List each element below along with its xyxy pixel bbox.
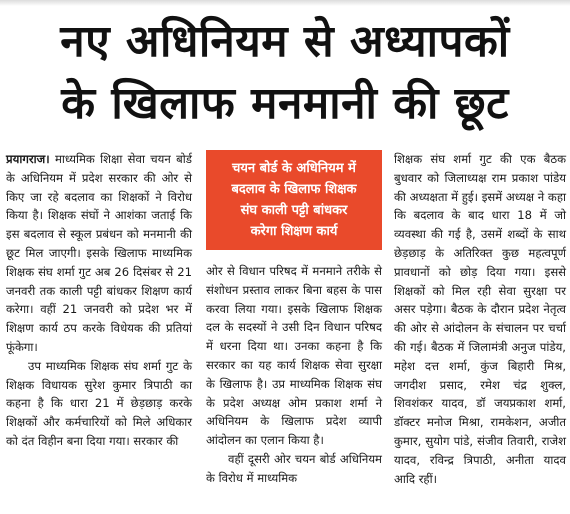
column-1-paragraph-1-text: माध्यमिक शिक्षा सेवा चयन बोर्ड के अधिनियम में प्रदेश सरकार की ओर से किए जा रहे बदलाव का शिक्षकों ने विरोध किया है। शिक्षक संघों ने आशंका जताई कि इस बदलाव से स्कूल प्रबंधन को मनमानी की छूट मिल जाएगी। इसके खिलाफ माध्यमिक शिक्षक संघ शर्मा गुट अब 26 दिसंबर से 21 जनवरी तक काली पट्टी बांधकर शिक्षण कार्य करेगा। वहीं 21 जनवरी को प्रदेश भर में शिक्षण कार्य ठप करके विधेयक की प्रतियां फूंकेगा।: [6, 152, 192, 354]
article-column-1: [6, 150, 192, 451]
column-1-paragraph-2: उप माध्यमिक शिक्षक संघ शर्मा गुट के शिक्षक विधायक सुरेश कुमार त्रिपाठी का कहना है कि धारा 21 में छेड़छाड़ करके शिक्षकों और कर्मचारियों को मिले अधिकार को दंत विहीन बना दिया गया। सरकार की: [6, 358, 192, 448]
pull-quote-line-2: बदलाव के खिलाफ शिक्षक: [231, 182, 357, 197]
page-top-edge: [0, 0, 570, 6]
pull-quote-line-3: संघ काली पट्टी बांधकर: [240, 203, 348, 218]
column-3-paragraph-1: शिक्षक संघ शर्मा गुट की एक बैठक बुधवार को जिलाध्यक्ष राम प्रकाश पांडेय की अध्यक्षता में हुई। इसमें अध्यक्ष ने कहा कि बदलाव के बाद धारा 18 में जो व्यवस्था की गई है, उसमें शब्दों के साथ छेड़छाड़ के अतिरिक्त कुछ महत्वपूर्ण प्रावधानों को छोड़ दिया गया। इससे शिक्षकों को मिल रही सेवा सुरक्षा पर असर पड़ेगा। बैठक के दौरान प्रदेश नेतृत्व की ओर से आंदोलन के संचालन पर चर्चा की गई। बैठक में जिलामंत्री अनुज पांडेय, महेश दत्त शर्मा, कुंज बिहारी मिश्र, जगदीश प्रसाद, रमेश चंद्र शुक्ल, शिवशंकर यादव, डॉ जयप्रकाश शर्मा, डॉक्टर मनोज मिश्रा, रामकेशन, अजीत कुमार, सुयोग पांडे, संजीव तिवारी, राजेश यादव, रविन्द्र त्रिपाठी, अनीता यादव आदि रहीं।: [394, 152, 566, 486]
pull-quote-box: [206, 150, 382, 250]
article-column-3: [394, 150, 566, 488]
column-1-paragraph-1: [6, 150, 192, 357]
column-2-paragraph-2: वहीं दूसरी ओर चयन बोर्ड अधिनियम के विरोध में माध्यमिक: [206, 451, 382, 485]
headline-line-2: के खिलाफ मनमानी की छूट: [61, 78, 509, 129]
pull-quote-line-1: चयन बोर्ड के अधिनियम में: [232, 161, 356, 176]
dateline-place: प्रयागराज।: [6, 152, 50, 166]
article-column-2: [206, 262, 382, 488]
pull-quote-line-4: करेगा शिक्षण कार्य: [250, 224, 338, 239]
headline-line-1: नए अधिनियम से अध्यापकों: [60, 16, 510, 67]
column-2-paragraph-1: ओर से विधान परिषद में मनमाने तरीके से संशोधन प्रस्ताव लाकर बिना बहस के पास करवा लिया गया। इसके खिलाफ शिक्षक दल के सदस्यों ने उसी दिन विधान परिषद में धरना दिया था। उनका कहना है कि सरकार का यह कार्य शिक्षक सेवा सुरक्षा के खिलाफ है। उप्र माध्यमिक शिक्षक संघ के प्रदेश अध्यक्ष ओम प्रकाश शर्मा ने अधिनियम के खिलाफ प्रदेश व्यापी आंदोलन का एलान किया है।: [206, 264, 382, 448]
